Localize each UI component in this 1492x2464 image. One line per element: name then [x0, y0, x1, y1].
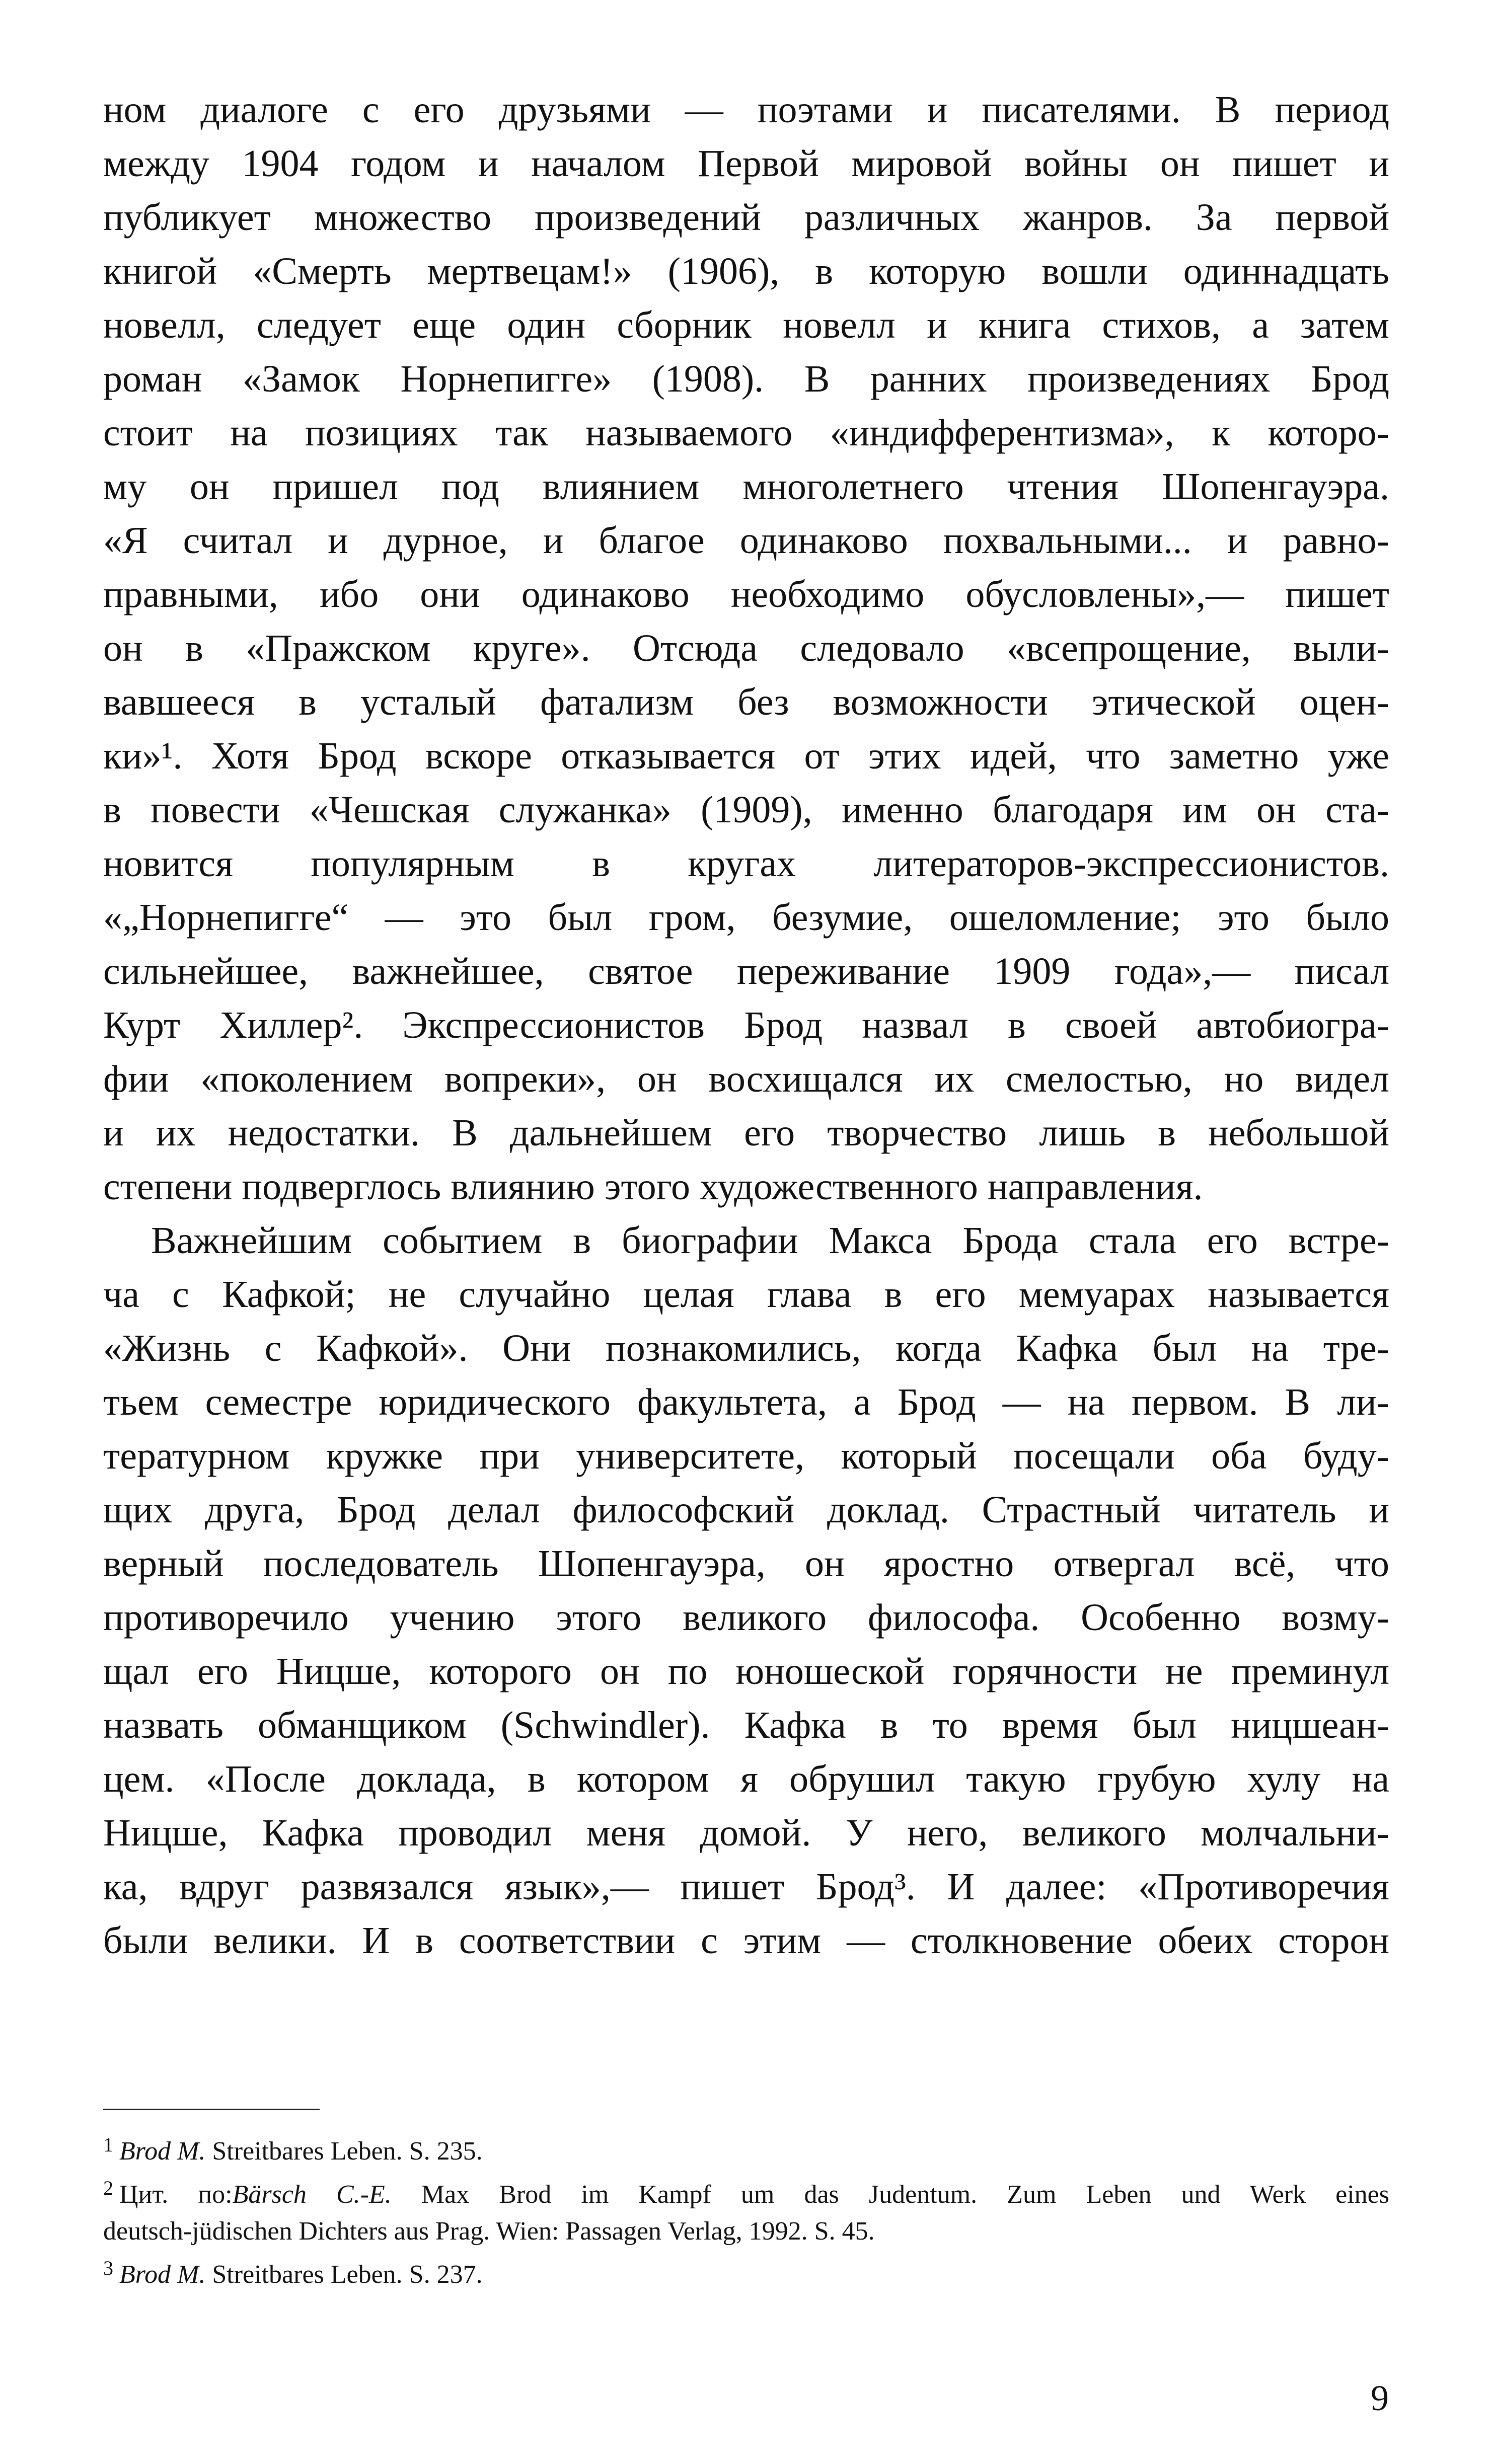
text-line: ном диалоге с его друзьями — поэтами и писателями. В период	[103, 89, 1389, 131]
body-text	[103, 83, 1389, 1968]
footnote-1	[103, 2126, 1389, 2170]
footnote-3	[103, 2250, 1389, 2293]
page-number: 9	[1371, 2378, 1389, 2418]
text-line: и их недостатки. В дальнейшем его творчество лишь в небольшой	[103, 1112, 1389, 1154]
text-line: публикует множество произведений различных жанров. За первой	[103, 196, 1389, 239]
text-line: новелл, следует еще один сборник новелл и книга стихов, а затем	[103, 304, 1389, 346]
text-line: тьем семестре юридического факультета, а Брод — на первом. В ли-	[103, 1381, 1389, 1423]
text-line: Важнейшим событием в биографии Макса Брода стала его встре-	[151, 1219, 1389, 1262]
text-line: степени подверглось влиянию этого художественного направления.	[103, 1166, 1203, 1208]
footnote-author: Brod M.	[119, 2137, 206, 2166]
footnote-number: 2	[103, 2177, 113, 2199]
text-line: новится популярным в кругах литераторов-экспрессионистов.	[103, 842, 1389, 885]
footnote-2	[103, 2170, 1389, 2213]
text-line: «Жизнь с Кафкой». Они познакомились, когда Кафка был на тре-	[103, 1327, 1389, 1369]
text-line: между 1904 годом и началом Первой мировой войны он пишет и	[103, 142, 1389, 185]
footnote-author: Bärsch C.-E.	[232, 2180, 392, 2209]
text-line: правными, ибо они одинаково необходимо обусловлены»,— пишет	[103, 573, 1389, 615]
text-line: роман «Замок Норнепигге» (1908). В ранних произведениях Брод	[103, 358, 1389, 400]
text-line: сильнейшее, важнейшее, святое переживание 1909 года»,— писал	[103, 950, 1389, 992]
paragraph-1	[103, 83, 1389, 1214]
text-line: тературном кружке при университете, который посещали оба буду-	[103, 1435, 1389, 1477]
paragraph-2	[103, 1214, 1389, 1968]
text-line: книгой «Смерть мертвецам!» (1906), в которую вошли одиннадцать	[103, 250, 1389, 292]
text-line: были велики. И в соответствии с этим — столкновение обеих сторон	[103, 1919, 1389, 1962]
footnote-divider	[103, 2109, 320, 2110]
text-line: Курт Хиллер². Экспрессионистов Брод назвал в своей автобиогра-	[103, 1004, 1389, 1046]
text-line: му он пришел под влиянием многолетнего чтения Шопенгауэра.	[103, 466, 1389, 508]
text-line: противоречило учению этого великого философа. Особенно возму-	[103, 1596, 1389, 1639]
footnote-author: Brod M.	[119, 2260, 206, 2289]
text-line: вавшееся в усталый фатализм без возможности этической оцен-	[103, 681, 1389, 723]
text-line: щал его Ницше, которого он по юношеской горячности не преминул	[103, 1650, 1389, 1692]
text-line: щих друга, Брод делал философский доклад. Страстный читатель и	[103, 1489, 1389, 1531]
text-line: Ницше, Кафка проводил меня домой. У него, великого молчальни-	[103, 1812, 1389, 1854]
text-line: верный последователь Шопенгауэра, он яростно отвергал всё, что	[103, 1543, 1389, 1585]
footnote-text: Max Brod im Kampf um das Judentum. Zum Leben und Werk eines	[421, 2180, 1389, 2209]
text-line: назвать обманщиком (Schwindler). Кафка в то время был ницшеан-	[103, 1704, 1389, 1746]
text-line: в повести «Чешская служанка» (1909), именно благодаря им он ста-	[103, 789, 1389, 831]
text-line: стоит на позициях так называемого «индифферентизма», к которо-	[103, 412, 1389, 454]
footnote-text: Streitbares Leben. S. 237.	[212, 2260, 483, 2289]
footnotes	[103, 2126, 1389, 2293]
footnote-text: Streitbares Leben. S. 235.	[212, 2137, 483, 2166]
text-line: цем. «После доклада, в котором я обрушил такую грубую хулу на	[103, 1758, 1389, 1800]
footnote-number: 3	[103, 2257, 113, 2279]
text-line: ки»¹. Хотя Брод вскоре отказывается от этих идей, что заметно уже	[103, 735, 1389, 777]
footnote-2-continuation: deutsch-jüdischen Dichters aus Prag. Wien: Passagen Verlag, 1992. S. 45.	[103, 2217, 875, 2246]
footnote-prefix: Цит. по:	[119, 2180, 233, 2209]
text-line: «Я считал и дурное, и благое одинаково похвальными... и равно-	[103, 519, 1389, 562]
text-line: ка, вдруг развязался язык»,— пишет Брод³. И далее: «Противоречия	[103, 1866, 1389, 1908]
text-line: ча с Кафкой; не случайно целая глава в его мемуарах называется	[103, 1273, 1389, 1316]
text-line: фии «поколением вопреки», он восхищался их смелостью, но видел	[103, 1058, 1389, 1100]
footnote-number: 1	[103, 2133, 113, 2156]
text-line: он в «Пражском круге». Отсюда следовало «всепрощение, выли-	[103, 627, 1389, 669]
text-line: «„Норнепигге“ — это был гром, безумие, ошеломление; это было	[103, 896, 1389, 939]
